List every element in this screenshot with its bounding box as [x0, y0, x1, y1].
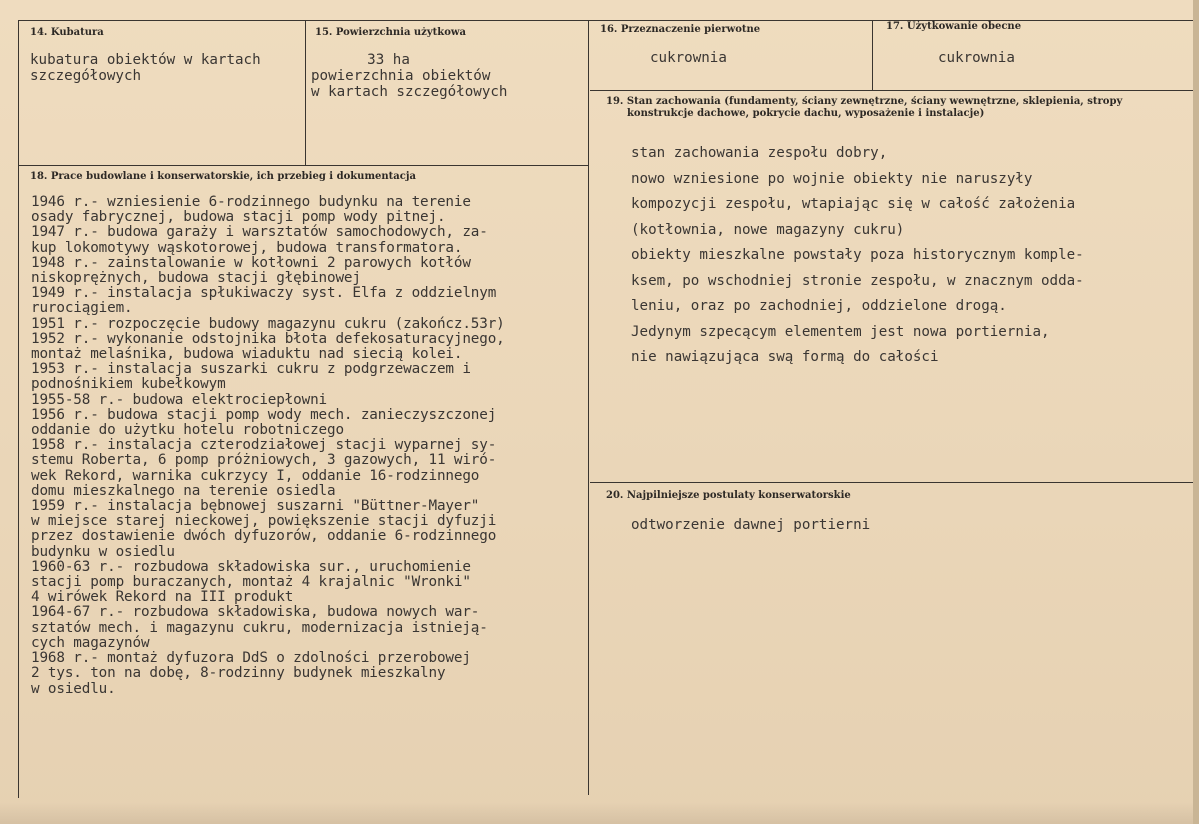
- field-19-label-line1: 19. Stan zachowania (fundamenty, ściany zewnętrzne, ściany wewnętrzne, sklepienia, stropy: [606, 96, 1123, 107]
- field-18-line: 1948 r.- zainstalowanie w kotłowni 2 parowych kotłów: [31, 254, 471, 271]
- divider-14-15: [305, 20, 306, 165]
- field-15-label: 15. Powierzchnia użytkowa: [315, 27, 466, 38]
- field-18-line: rurociągiem.: [31, 300, 133, 317]
- field-19-line: stan zachowania zespołu dobry,: [631, 145, 888, 161]
- field-17-label: 17. Użytkowanie obecne: [886, 21, 1022, 32]
- field-18-line: montaż melaśnika, budowa wiaduktu nad siecią kolei.: [31, 346, 463, 363]
- field-19-line: leniu, oraz po zachodniej, oddzielone drogą.: [631, 298, 1007, 314]
- field-18-line: 2 tys. ton na dobę, 8-rodzinny budynek mieszkalny: [31, 665, 446, 682]
- field-19-line: ksem, po wschodniej stronie zespołu, w znacznym odda-: [631, 272, 1084, 289]
- field-19-line: nie nawiązująca swą formą do całości: [631, 349, 939, 365]
- field-18-line: budynku w osiedlu: [31, 543, 175, 560]
- field-18-line: 1956 r.- budowa stacji pomp wody mech. zanieczyszczonej: [31, 406, 497, 423]
- field-18-line: stemu Roberta, 6 pomp próżniowych, 3 gazowych, 11 wiró-: [31, 452, 497, 469]
- field-19-line: nowo wzniesione po wojnie obiekty nie naruszyły: [631, 170, 1033, 187]
- field-18-line: osady fabrycznej, budowa stacji pomp wody pitnej.: [31, 209, 446, 226]
- field-18-label: 18. Prace budowlane i konserwatorskie, ich przebieg i dokumentacja: [30, 171, 416, 182]
- field-18-line: 1968 r.- montaż dyfuzora DdS o zdolności przerobowej: [31, 650, 471, 667]
- field-18-line: w osiedlu.: [31, 680, 116, 697]
- field-18-line: 1964-67 r.- rozbudowa składowiska, budowa nowych war-: [31, 604, 480, 621]
- field-19-line: Jedynym szpecącym elementem jest nowa portiernia,: [631, 323, 1050, 340]
- field-18-line: 1946 r.- wzniesienie 6-rodzinnego budynku na terenie: [31, 194, 471, 210]
- field-18-line: niskoprężnych, budowa stacji głębinowej: [31, 270, 361, 287]
- field-18-line: wek Rekord, warnika cukrzycy I, oddanie 16-rodzinnego: [31, 467, 480, 484]
- field-19-label-line2: konstrukcje dachowe, pokrycie dachu, wyposażenie i instalacje): [627, 108, 985, 119]
- field-15-value-line2: powierzchnia obiektów: [311, 68, 491, 84]
- field-18-line: stacji pomp buraczanych, montaż 4 krajalnic "Wronki": [31, 574, 471, 591]
- field-17-value: cukrownia: [938, 50, 1015, 66]
- form-left-border: [18, 20, 19, 798]
- divider-16-19: [590, 90, 1193, 91]
- field-18-line: 1955-58 r.- budowa elektrociepłowni: [31, 391, 328, 408]
- field-18-line: 1949 r.- instalacja spłukiwaczy syst. Elfa z oddzielnym: [31, 285, 497, 302]
- field-20-value: odtworzenie dawnej portierni: [631, 517, 871, 533]
- page-right-edge: [1193, 0, 1199, 824]
- page-bottom-shadow: [0, 802, 1199, 824]
- field-18-line: 1952 r.- wykonanie odstojnika błota defekosaturacyjnego,: [31, 330, 505, 347]
- field-19-line: obiekty mieszkalne powstały poza historycznym komple-: [631, 247, 1084, 263]
- field-19-line: kompozycji zespołu, wtapiając się w całość założenia: [631, 196, 1076, 212]
- field-18-line: podnośnikiem kubełkowym: [31, 376, 226, 393]
- field-18-line: 1958 r.- instalacja czterodziałowej stacji wyparnej sy-: [31, 437, 497, 454]
- field-19-line: (kotłownia, nowe magazyny cukru): [631, 221, 905, 238]
- field-18-line: sztatów mech. i magazynu cukru, modernizacja istnieją-: [31, 619, 488, 636]
- field-14-value-line1: kubatura obiektów w kartach: [30, 52, 261, 68]
- field-16-label: 16. Przeznaczenie pierwotne: [600, 24, 761, 35]
- divider-main-vertical: [588, 20, 589, 795]
- field-16-value: cukrownia: [650, 50, 727, 66]
- field-20-label: 20. Najpilniejsze postulaty konserwatorskie: [606, 490, 851, 501]
- field-18-line: 1951 r.- rozpoczęcie budowy magazynu cukru (zakończ.53r): [31, 315, 505, 332]
- field-15-value-line3: w kartach szczegółowych: [311, 84, 508, 100]
- divider-19-20: [590, 482, 1193, 483]
- field-18-line: przez dostawienie dwóch dyfuzorów, oddanie 6-rodzinnego: [31, 528, 497, 545]
- field-19-text: [631, 141, 1084, 371]
- field-18-line: kup lokomotywy wąskotorowej, budowa transformatora.: [31, 239, 463, 256]
- field-14-value-line2: szczegółowych: [30, 68, 142, 84]
- field-18-line: 1960-63 r.- rozbudowa składowiska sur., uruchomienie: [31, 558, 471, 575]
- field-18-line: oddanie do użytku hotelu robotniczego: [31, 422, 344, 439]
- field-18-text: [31, 195, 505, 697]
- field-18-line: 1959 r.- instalacja bębnowej suszarni "Büttner-Mayer": [31, 498, 480, 515]
- field-18-line: 1953 r.- instalacja suszarki cukru z podgrzewaczem i: [31, 361, 471, 378]
- field-18-line: 1947 r.- budowa garaży i warsztatów samochodowych, za-: [31, 224, 488, 241]
- field-18-line: domu mieszkalnego na terenie osiedla: [31, 482, 336, 499]
- divider-15-18: [18, 165, 588, 166]
- field-15-value-line1: 33 ha: [333, 52, 410, 68]
- field-18-line: w miejsce starej nieckowej, powiększenie stacji dyfuzji: [31, 513, 497, 530]
- divider-16-17: [872, 20, 873, 90]
- field-18-line: 4 wirówek Rekord na III produkt: [31, 589, 294, 606]
- field-18-line: cych magazynów: [31, 634, 150, 651]
- field-14-label: 14. Kubatura: [30, 27, 104, 38]
